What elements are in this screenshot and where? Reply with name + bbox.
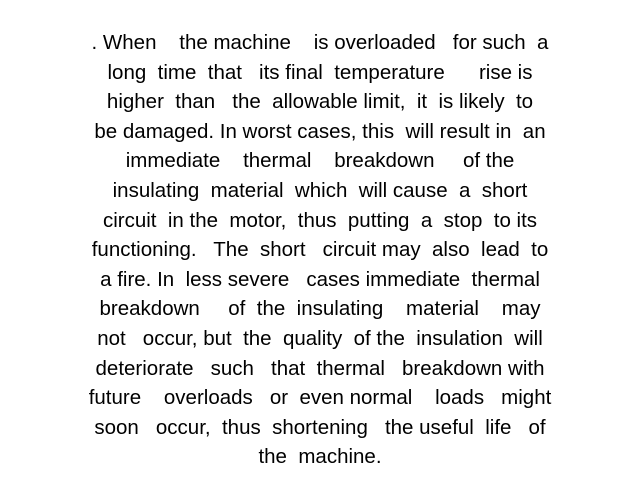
paragraph-line-4: be damaged. In worst cases, this will result in an — [94, 119, 546, 143]
paragraph-line-10: breakdown of the insulating material may — [99, 297, 541, 321]
paragraph-line-6: insulating material which will cause a short — [112, 178, 528, 202]
paragraph-line-1: . When the machine is overloaded for such a — [91, 31, 549, 54]
paragraph-line-13: future overloads or even normal loads might — [88, 386, 552, 410]
paragraph-line-11: not occur, but the quality of the insulation will — [97, 326, 543, 350]
paragraph-line-3: higher than the allowable limit, it is likely to — [106, 90, 534, 114]
paragraph-line-7: circuit in the motor, thus putting a stop to its — [102, 208, 538, 232]
paragraph-line-12: deteriorate such that thermal breakdown with — [95, 356, 545, 380]
paragraph-line-5: immediate thermal breakdown of the — [125, 149, 515, 173]
paragraph-line-2: long time that its final temperature rise is — [107, 60, 533, 84]
paragraph-line-9: a fire. In less severe cases immediate thermal — [100, 267, 540, 291]
paragraph-line-14: soon occur, thus shortening the useful life of — [94, 415, 546, 439]
paragraph-line-8: functioning. The short circuit may also lead to — [91, 238, 549, 262]
body-paragraph — [0, 28, 640, 472]
paragraph-line-15: the machine. — [258, 445, 382, 469]
